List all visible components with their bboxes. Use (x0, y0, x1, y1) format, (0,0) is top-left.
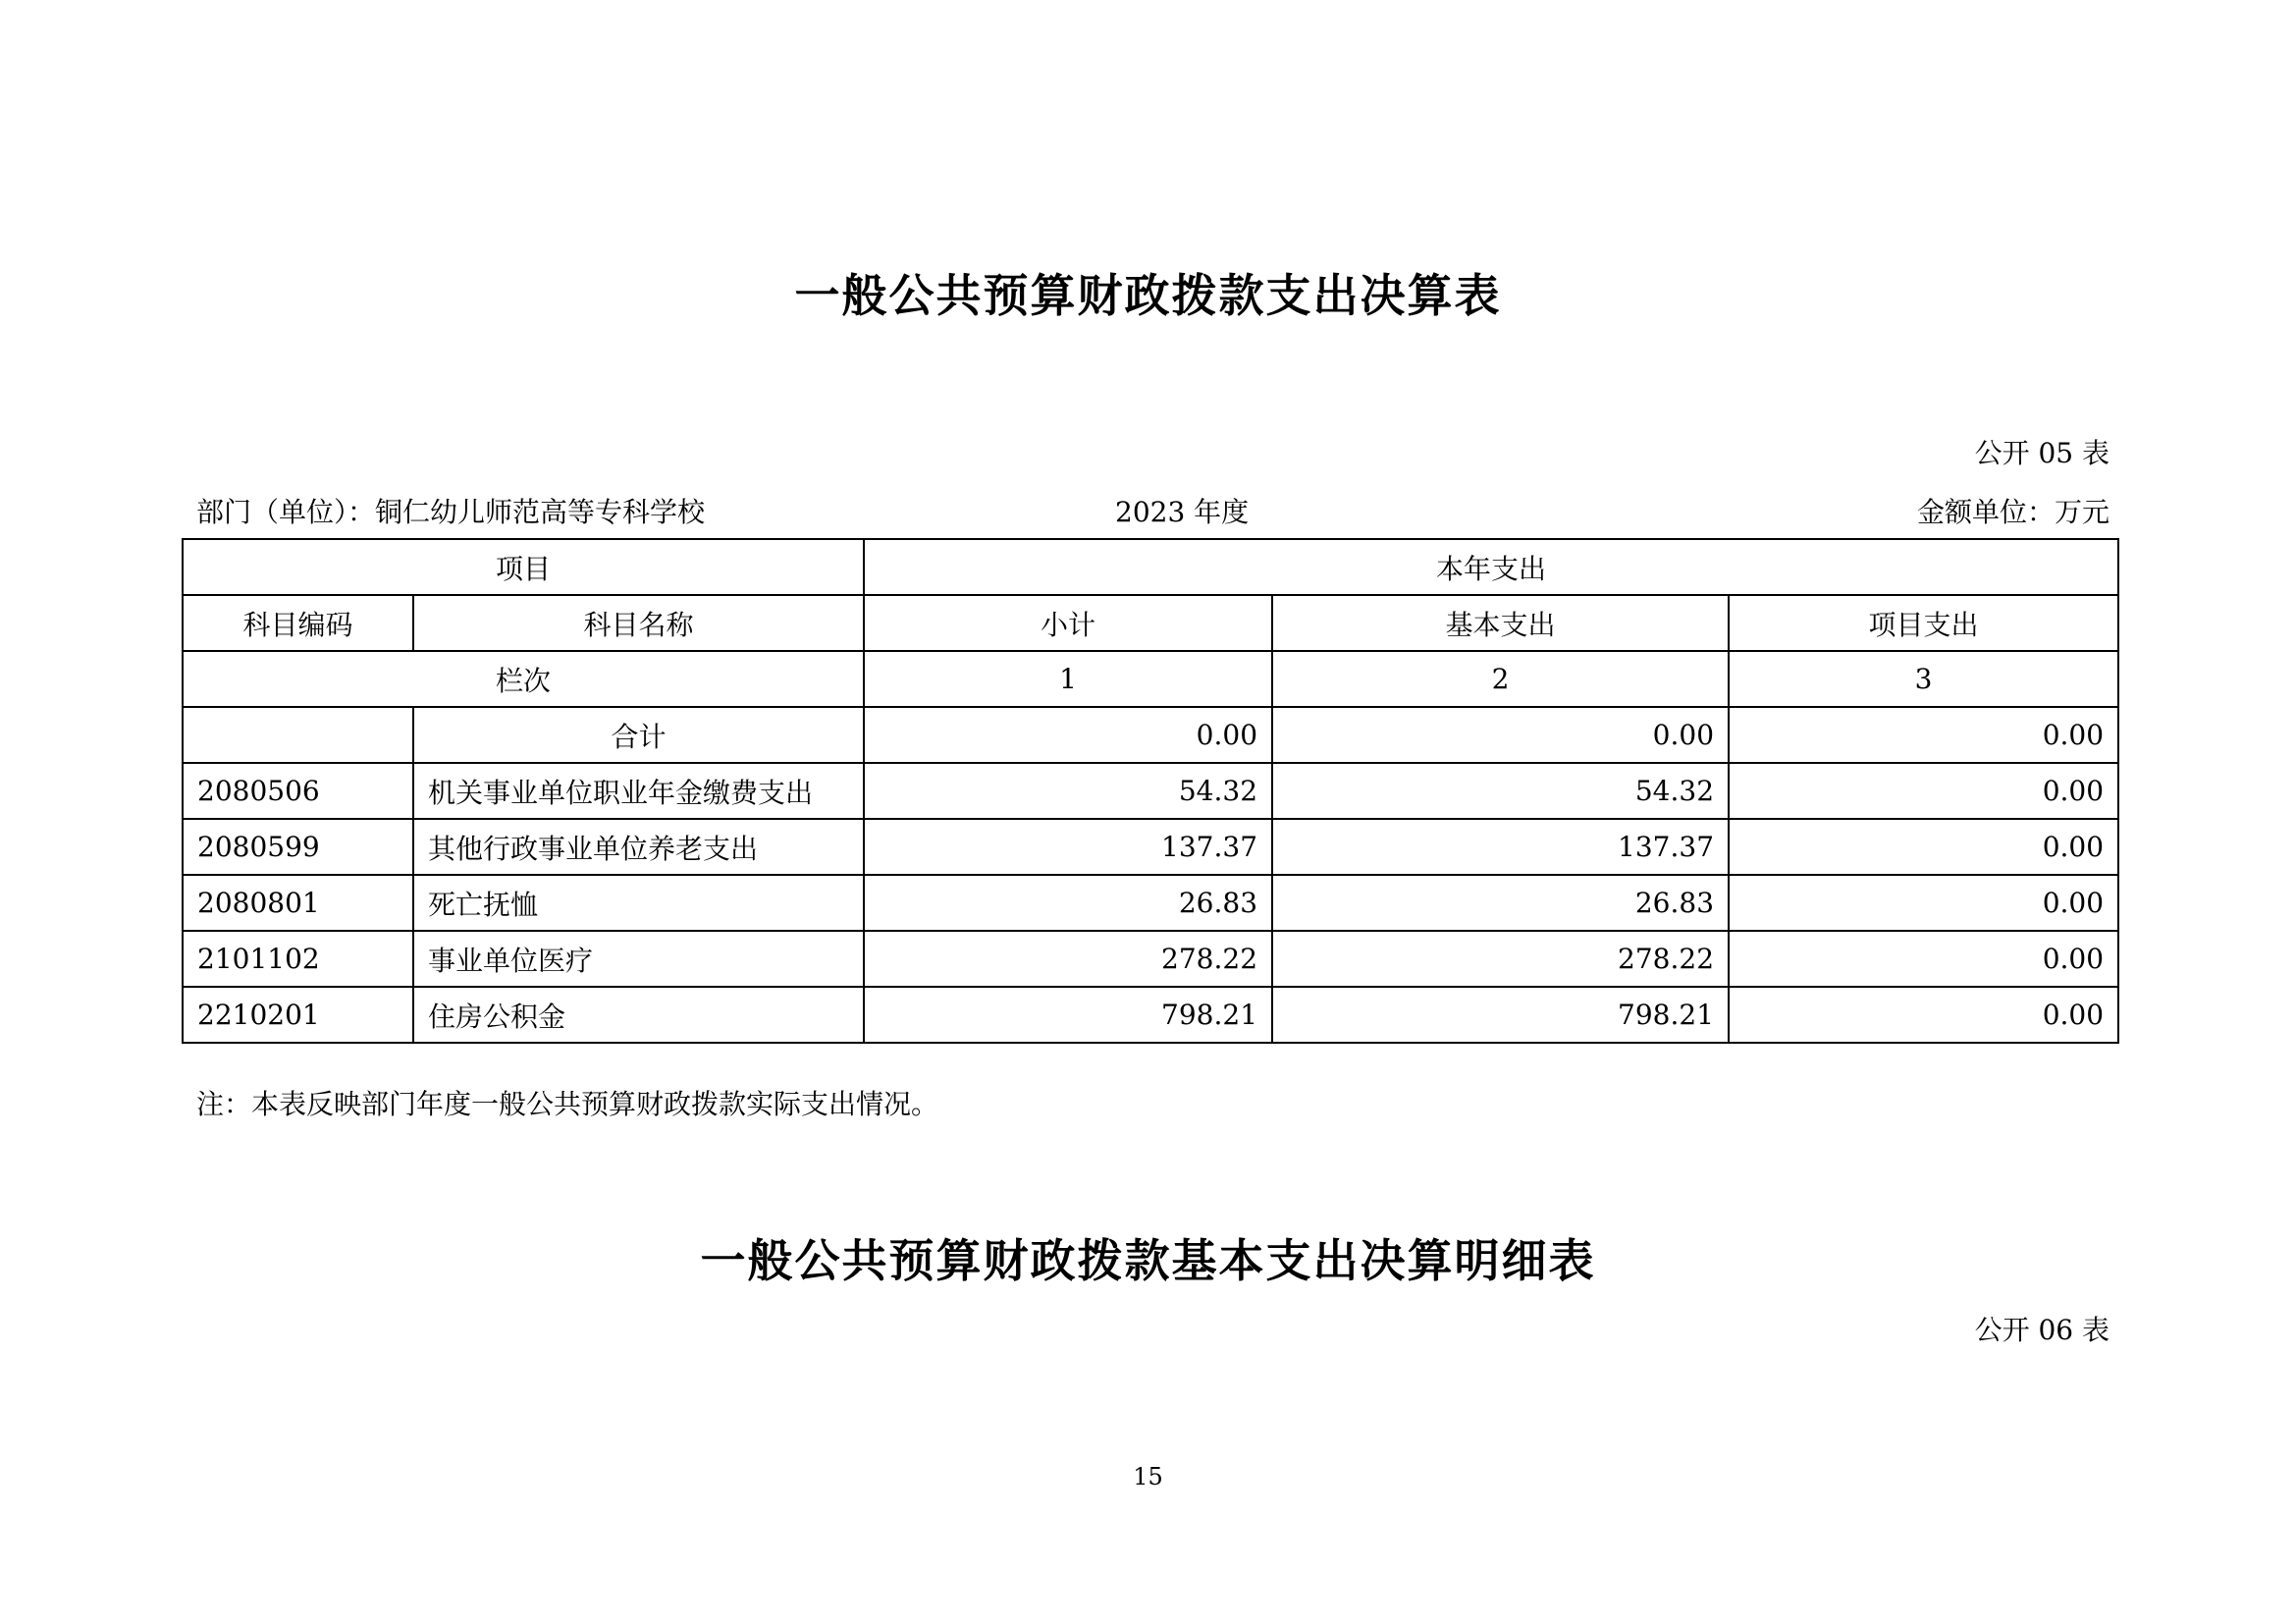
table-row (183, 763, 2118, 819)
header-basic-expense: 基本支出 (1272, 595, 1729, 651)
header-row (183, 539, 2118, 595)
table-row (183, 819, 2118, 875)
column-index-2: 2 (1272, 651, 1729, 707)
row-name: 住房公积金 (413, 987, 864, 1043)
row-basic: 278.22 (1272, 931, 1729, 987)
column-index-1: 1 (864, 651, 1272, 707)
column-index-row (183, 651, 2118, 707)
row-project: 0.00 (1729, 875, 2118, 931)
header-subtotal: 小计 (864, 595, 1272, 651)
row-basic: 54.32 (1272, 763, 1729, 819)
row-subtotal: 798.21 (864, 987, 1272, 1043)
total-code-cell (183, 707, 413, 763)
row-subtotal: 278.22 (864, 931, 1272, 987)
row-basic: 26.83 (1272, 875, 1729, 931)
header-code: 科目编码 (183, 595, 413, 651)
department-label: 部门（单位）：铜仁幼儿师范高等专科学校 (196, 496, 706, 528)
header-name: 科目名称 (413, 595, 864, 651)
row-project: 0.00 (1729, 763, 2118, 819)
table-row (183, 875, 2118, 931)
total-project: 0.00 (1729, 707, 2118, 763)
table-row (183, 931, 2118, 987)
column-index-label: 栏次 (183, 651, 864, 707)
row-name: 事业单位医疗 (413, 931, 864, 987)
row-project: 0.00 (1729, 931, 2118, 987)
expenditure-table (182, 538, 2119, 1044)
row-code: 2101102 (183, 931, 413, 987)
total-row (183, 707, 2118, 763)
table-title: 一般公共预算财政拨款支出决算表 (794, 269, 1502, 322)
table-note: 注：本表反映部门年度一般公共预算财政拨款实际支出情况。 (196, 1088, 939, 1120)
row-subtotal: 54.32 (864, 763, 1272, 819)
amount-unit-label: 金额单位：万元 (1916, 496, 2109, 528)
row-name: 机关事业单位职业年金缴费支出 (413, 763, 864, 819)
row-code: 2080801 (183, 875, 413, 931)
row-code: 2080599 (183, 819, 413, 875)
table-number: 公开 05 表 (1974, 437, 2109, 469)
total-subtotal: 0.00 (864, 707, 1272, 763)
second-table-number: 公开 06 表 (1974, 1314, 2109, 1346)
row-subtotal: 137.37 (864, 819, 1272, 875)
table-row (183, 987, 2118, 1043)
row-basic: 137.37 (1272, 819, 1729, 875)
second-table-title: 一般公共预算财政拨款基本支出决算明细表 (700, 1234, 1596, 1287)
row-name: 死亡抚恤 (413, 875, 864, 931)
row-code: 2210201 (183, 987, 413, 1043)
row-code: 2080506 (183, 763, 413, 819)
column-index-3: 3 (1729, 651, 2118, 707)
header-annual-expense: 本年支出 (864, 539, 2118, 595)
total-basic: 0.00 (1272, 707, 1729, 763)
header-project: 项目 (183, 539, 864, 595)
page-number: 15 (1133, 1463, 1163, 1490)
row-project: 0.00 (1729, 819, 2118, 875)
header-project-expense: 项目支出 (1729, 595, 2118, 651)
row-project: 0.00 (1729, 987, 2118, 1043)
header-row (183, 595, 2118, 651)
row-subtotal: 26.83 (864, 875, 1272, 931)
year-label: 2023 年度 (1115, 496, 1250, 528)
row-basic: 798.21 (1272, 987, 1729, 1043)
total-label: 合计 (413, 707, 864, 763)
row-name: 其他行政事业单位养老支出 (413, 819, 864, 875)
